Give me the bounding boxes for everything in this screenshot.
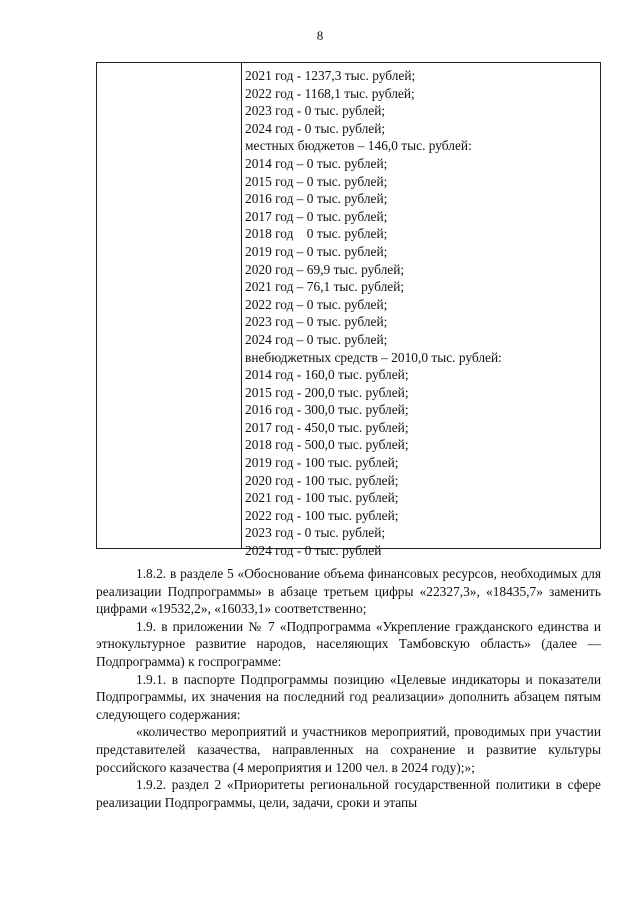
table-line: 2014 год - 160,0 тыс. рублей;	[245, 367, 409, 383]
paragraph-1-9-1: 1.9.1. в паспорте Подпрограммы позицию «Целевые индикаторы и показатели Подпрограммы, их значения на последний год реализации» дополнить абзацем пятым следующего содержания:	[96, 671, 601, 722]
table-line: 2024 год - 0 тыс. рублей	[245, 543, 382, 559]
table-line: 2014 год – 0 тыс. рублей;	[245, 155, 388, 171]
paragraph-1-8-2: 1.8.2. в разделе 5 «Обоснование объема финансовых ресурсов, необходимых для реализации Подпрограммы» в абзаце третьем цифры «22327,3», «18435,7» заменить цифрами «19532,2», «16033,1» соответственно;	[96, 566, 601, 617]
table-line: 2022 год - 100 тыс. рублей;	[245, 507, 399, 523]
table-line: 2024 год - 0 тыс. рублей;	[245, 120, 386, 136]
paragraph-1-9-2: 1.9.2. раздел 2 «Приоритеты региональной государственной политики в сфере реализации Подпрограммы, цели, задачи, сроки и этапы	[96, 777, 601, 810]
table-line: 2017 год - 450,0 тыс. рублей;	[245, 419, 409, 435]
table-line: 2016 год - 300,0 тыс. рублей;	[245, 402, 409, 418]
table-line: 2019 год - 100 тыс. рублей;	[245, 455, 399, 471]
table-line: 2015 год - 200,0 тыс. рублей;	[245, 384, 409, 400]
table-line: 2018 год - 500,0 тыс. рублей;	[245, 437, 409, 453]
table-line: 2020 год - 100 тыс. рублей;	[245, 472, 399, 488]
table-line: 2021 год – 76,1 тыс. рублей;	[245, 279, 405, 295]
table-left-cell	[97, 63, 242, 548]
table-line: 2019 год – 0 тыс. рублей;	[245, 243, 388, 259]
table-line: 2018 год 0 тыс. рублей;	[245, 226, 388, 242]
table-line: 2023 год - 0 тыс. рублей;	[245, 525, 386, 541]
table-line: 2015 год – 0 тыс. рублей;	[245, 173, 388, 189]
table-line: местных бюджетов – 146,0 тыс. рублей:	[245, 138, 472, 154]
table-line: 2020 год – 69,9 тыс. рублей;	[245, 261, 405, 277]
page-number: 8	[316, 28, 324, 43]
table-line: 2023 год - 0 тыс. рублей;	[245, 103, 386, 119]
table-line: внебюджетных средств – 2010,0 тыс. рублей:	[245, 349, 502, 365]
table-line: 2024 год – 0 тыс. рублей;	[245, 331, 388, 347]
table-line: 2021 год - 100 тыс. рублей;	[245, 490, 399, 506]
table-line: 2021 год - 1237,3 тыс. рублей;	[245, 68, 416, 83]
table-line: 2017 год – 0 тыс. рублей;	[245, 208, 388, 224]
table-line: 2016 год – 0 тыс. рублей;	[245, 191, 388, 207]
paragraph-1-9: 1.9. в приложении № 7 «Подпрограмма «Укрепление гражданского единства и этнокультурное развитие народов, населяющих Тамбовскую область» (далее — Подпрограмма) к госпрограмме:	[96, 618, 601, 669]
table-line: 2022 год – 0 тыс. рублей;	[245, 296, 388, 312]
table-line: 2023 год – 0 тыс. рублей;	[245, 314, 388, 330]
table-right-cell	[242, 63, 600, 559]
funding-table	[96, 62, 601, 559]
table-line: 2022 год - 1168,1 тыс. рублей;	[245, 85, 415, 101]
document-body	[96, 565, 601, 811]
paragraph-quote: «количество мероприятий и участников мероприятий, проводимых при участии представителей казачества, направленных на сохранение и развитие культуры российского казачества (4 мероприятия и 1200 чел. в 2024 году);»;	[96, 724, 601, 775]
